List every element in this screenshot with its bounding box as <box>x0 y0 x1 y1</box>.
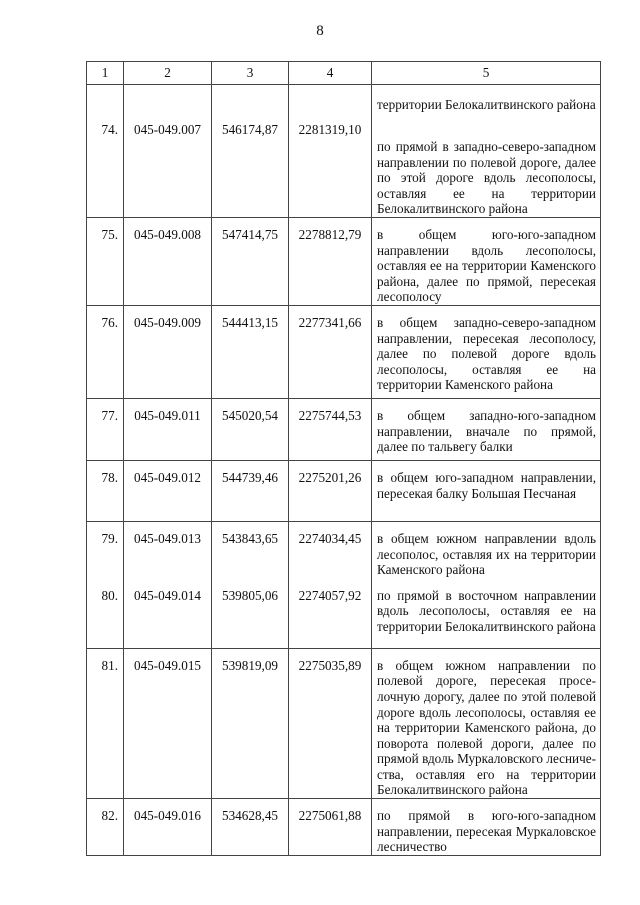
header-cell-4: 4 <box>289 62 372 85</box>
row-number: 80. <box>87 578 124 649</box>
route-description-text: по прямой в западно-северо-западном направлении по полевой дороге, далее по этой дороге вдоль лесополосы, оставляя ее на территории Белокалитвинского района <box>377 139 596 217</box>
coordinate-y: 2275201,26 <box>289 460 372 521</box>
header-cell-3: 3 <box>212 62 289 85</box>
coordinate-y: 2274034,45 <box>289 521 372 577</box>
route-description: по прямой в восточном направлении вдоль лесополосы, оставляя ее на территории Белокалитвинского района <box>372 578 601 649</box>
header-cell-1: 1 <box>87 62 124 85</box>
coordinate-x: 547414,75 <box>212 217 289 305</box>
table-header-row <box>87 62 601 85</box>
row-number: 78. <box>87 460 124 521</box>
point-code: 045-049.011 <box>124 398 212 460</box>
coordinate-y: 2275061,88 <box>289 799 372 856</box>
table-row <box>87 460 601 521</box>
coordinate-x: 546174,87 <box>212 85 289 218</box>
coordinate-x: 543843,65 <box>212 521 289 577</box>
boundary-points-table <box>86 61 601 856</box>
route-description: в общем южном направлении вдоль лесополос, оставляя их на территории Каменского района <box>372 521 601 577</box>
point-code: 045-049.016 <box>124 799 212 856</box>
coordinate-y: 2275744,53 <box>289 398 372 460</box>
row-number: 75. <box>87 217 124 305</box>
point-code: 045-049.008 <box>124 217 212 305</box>
point-code: 045-049.015 <box>124 648 212 798</box>
point-code: 045-049.007 <box>124 85 212 218</box>
point-code: 045-049.013 <box>124 521 212 577</box>
row-number: 77. <box>87 398 124 460</box>
table-row <box>87 217 601 305</box>
route-description: в общем южном направлении по полевой дороге, пересекая проселочную дорогу, далее по этой полевой дороге вдоль лесополосы, оставляя ее на территории Каменского района, до поворота полевой дороги, далее по прямой вдоль Муркаловского лесничества, оставляя его на территории Белокалитвинского района <box>372 648 601 798</box>
coordinate-x: 545020,54 <box>212 398 289 460</box>
header-cell-2: 2 <box>124 62 212 85</box>
header-cell-5: 5 <box>372 62 601 85</box>
table-row <box>87 799 601 856</box>
point-code: 045-049.012 <box>124 460 212 521</box>
route-description: в общем юго-западном направлении, пересекая балку Большая Песчаная <box>372 460 601 521</box>
point-code: 045-049.014 <box>124 578 212 649</box>
coordinate-x: 539805,06 <box>212 578 289 649</box>
table-row <box>87 398 601 460</box>
row-number: 74. <box>87 85 124 218</box>
table-row <box>87 648 601 798</box>
coordinate-x: 544739,46 <box>212 460 289 521</box>
table-row <box>87 578 601 649</box>
coordinate-x: 534628,45 <box>212 799 289 856</box>
table-row <box>87 305 601 398</box>
coordinate-x: 544413,15 <box>212 305 289 398</box>
route-description: по прямой в юго-юго-западном направлении, пересекая Муркаловское лесничество <box>372 799 601 856</box>
coordinate-y: 2278812,79 <box>289 217 372 305</box>
coordinate-y: 2281319,10 <box>289 85 372 218</box>
route-description: в общем западно-юго-западном направлении, вначале по прямой, далее по тальвегу балки <box>372 398 601 460</box>
page-number: 8 <box>316 23 324 39</box>
table-row <box>87 521 601 577</box>
coordinate-y: 2277341,66 <box>289 305 372 398</box>
route-description <box>372 85 601 218</box>
continuation-text: территории Белокалитвинского района <box>377 97 596 112</box>
coordinate-y: 2274057,92 <box>289 578 372 649</box>
coordinate-y: 2275035,89 <box>289 648 372 798</box>
table-row <box>87 85 601 218</box>
row-number: 79. <box>87 521 124 577</box>
route-description: в общем западно-северо-западном направлении, пересекая лесополосу, далее по полевой дороге вдоль лесополосы, оставляя ее на территории Каменского района <box>372 305 601 398</box>
row-number: 82. <box>87 799 124 856</box>
route-description: в общем юго-юго-западном направлении вдоль лесополосы, оставляя ее на территории Каменского района, далее по прямой, пересекая лесополосу <box>372 217 601 305</box>
coordinate-x: 539819,09 <box>212 648 289 798</box>
point-code: 045-049.009 <box>124 305 212 398</box>
row-number: 76. <box>87 305 124 398</box>
row-number: 81. <box>87 648 124 798</box>
